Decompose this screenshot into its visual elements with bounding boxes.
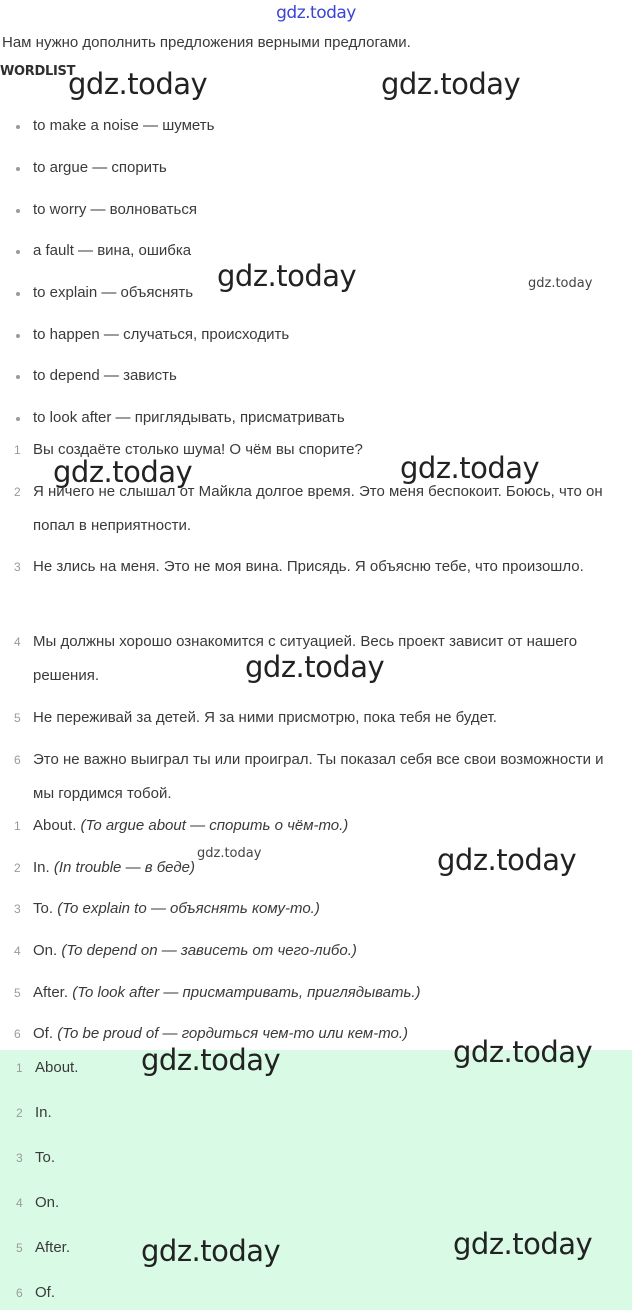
answer-item: 5 After. (To look after — присматривать, приглядывать.) — [14, 984, 421, 1001]
watermark: gdz.today — [53, 455, 193, 489]
translation-item: 1 Вы создаёте столько шума! О чём вы спорите? — [14, 441, 363, 458]
answer-item: 6 Of. (To be proud of — гордиться чем-то или кем-то.) — [14, 1025, 409, 1042]
watermark: gdz.today — [141, 1234, 281, 1268]
final-answer-item: 5 After. — [16, 1239, 71, 1256]
answer-item: 2 In. (In trouble — в беде) — [14, 859, 195, 876]
bullet-icon — [16, 209, 20, 213]
site-logo[interactable]: gdz.today — [276, 3, 356, 23]
bullet-icon — [16, 250, 20, 254]
list-item: to argue — спорить — [16, 156, 616, 180]
list-item: to make a noise — шуметь — [16, 114, 616, 138]
translation-item: 3 Не злись на меня. Это не моя вина. Присядь. Я объясню тебе, что произошло. — [14, 558, 584, 575]
bullet-icon — [16, 125, 20, 129]
bullet-icon — [16, 417, 20, 421]
list-item: to happen — случаться, происходить — [16, 323, 616, 347]
list-item: to worry — волноваться — [16, 198, 616, 222]
watermark: gdz.today — [528, 276, 593, 291]
final-answer-item: 3 To. — [16, 1149, 56, 1166]
watermark: gdz.today — [400, 451, 540, 485]
answer-item: 4 On. (To depend on — зависеть от чего-либо.) — [14, 942, 357, 959]
bullet-icon — [16, 334, 20, 338]
watermark: gdz.today — [197, 846, 262, 861]
final-answer-item: 1 About. — [16, 1059, 79, 1076]
list-item: to depend — зависть — [16, 364, 616, 388]
wordlist-heading: WORDLIST — [0, 64, 76, 79]
final-answer-item: 2 In. — [16, 1104, 52, 1121]
list-item: a fault — вина, ошибка — [16, 239, 616, 263]
translation-item: 4 Мы должны хорошо ознакомится с ситуацией. Весь проект зависит от нашего решения. — [14, 633, 578, 684]
list-item: to explain — объяснять — [16, 281, 616, 305]
answer-item: 1 About. (To argue about — спорить о чём-то.) — [14, 817, 349, 834]
watermark: gdz.today — [245, 650, 385, 684]
translation-item: 5 Не переживай за детей. Я за ними присмотрю, пока тебя не будет. — [14, 709, 497, 726]
watermark: gdz.today — [453, 1227, 593, 1261]
translation-item: 2 Я ничего не слышал от Майкла долгое время. Это меня беспокоит. Боюсь, что он попал в неприятности. — [14, 483, 603, 534]
watermark: gdz.today — [453, 1035, 593, 1069]
bullet-icon — [16, 292, 20, 296]
final-answers-box — [0, 1050, 632, 1310]
bullet-icon — [16, 375, 20, 379]
watermark: gdz.today — [68, 67, 208, 101]
watermark: gdz.today — [141, 1043, 281, 1077]
watermark: gdz.today — [217, 259, 357, 293]
watermark: gdz.today — [437, 843, 577, 877]
list-item: to look after — приглядывать, присматривать — [16, 406, 616, 430]
watermark: gdz.today — [381, 67, 521, 101]
final-answer-item: 6 Of. — [16, 1284, 56, 1301]
final-answer-item: 4 On. — [16, 1194, 60, 1211]
bullet-icon — [16, 167, 20, 171]
intro-text: Нам нужно дополнить предложения верными предлогами. — [2, 34, 411, 51]
translation-item: 6 Это не важно выиграл ты или проиграл. Ты показал себя все свои возможности и мы гордимся тобой. — [14, 751, 604, 802]
answer-item: 3 To. (To explain to — объяснять кому-то.) — [14, 900, 320, 917]
